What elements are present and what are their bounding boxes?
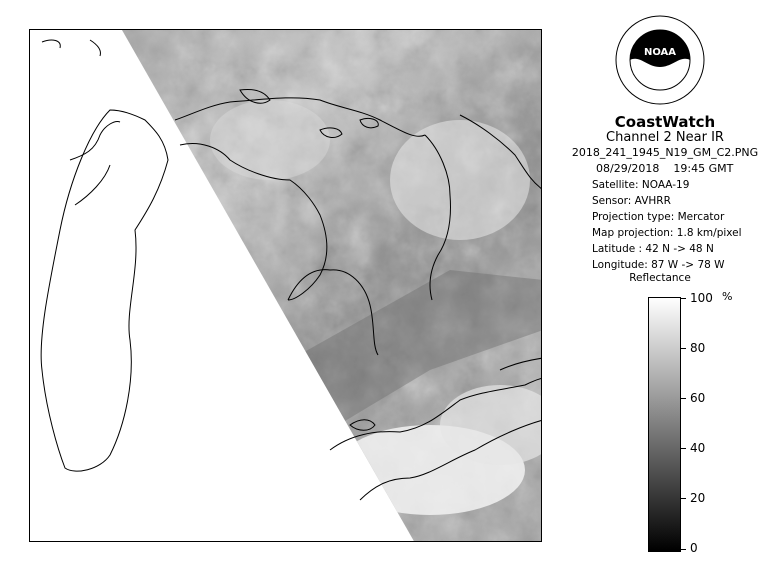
map-canvas bbox=[30, 30, 542, 542]
colorbar-title: Reflectance bbox=[629, 272, 691, 284]
latitude-label: Latitude : 42 N -> 48 N bbox=[592, 243, 714, 255]
longitude-label: Longitude: 87 W -> 78 W bbox=[592, 259, 725, 271]
map-projection-label: Map projection: 1.8 km/pixel bbox=[592, 227, 742, 239]
logo-text: NOAA bbox=[643, 47, 677, 58]
colorbar-label: 20 bbox=[690, 491, 706, 505]
colorbar-tick bbox=[681, 348, 686, 349]
colorbar-label: 40 bbox=[690, 441, 706, 455]
colorbar-label: 60 bbox=[690, 391, 706, 405]
satellite-image bbox=[29, 29, 542, 542]
colorbar-tick bbox=[681, 498, 686, 499]
title: CoastWatch bbox=[614, 113, 716, 131]
colorbar-label: 0 bbox=[690, 541, 698, 555]
projection-type-label: Projection type: Mercator bbox=[592, 211, 725, 223]
colorbar-tick bbox=[681, 298, 686, 299]
sensor-label: Sensor: AVHRR bbox=[592, 195, 671, 207]
swath-imagery bbox=[30, 30, 542, 542]
noaa-logo-icon bbox=[615, 15, 705, 105]
colorbar-tick bbox=[681, 549, 686, 550]
colorbar-tick bbox=[681, 448, 686, 449]
filename: 2018_241_1945_N19_GM_C2.PNG bbox=[571, 146, 759, 159]
subtitle: Channel 2 Near IR bbox=[606, 130, 724, 145]
colorbar-label: 80 bbox=[690, 341, 706, 355]
satellite-label: Satellite: NOAA-19 bbox=[592, 179, 690, 191]
colorbar-unit: % bbox=[722, 290, 733, 303]
colorbar-label: 100 bbox=[690, 291, 713, 305]
datetime: 08/29/2018 19:45 GMT bbox=[596, 162, 734, 175]
colorbar-tick bbox=[681, 398, 686, 399]
colorbar bbox=[648, 297, 681, 552]
